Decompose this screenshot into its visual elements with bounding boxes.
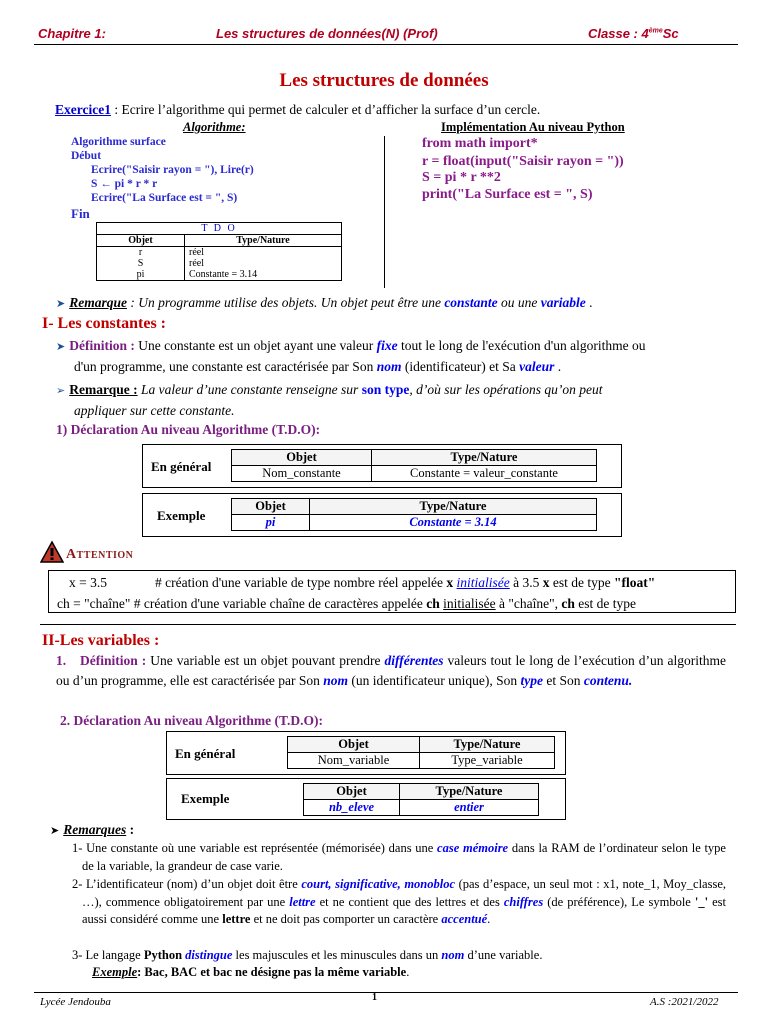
- example-label: Exemple: [181, 791, 230, 806]
- python-line: from math import*: [422, 136, 538, 151]
- python-line: S = pi * r **2: [422, 170, 501, 185]
- footer-school: Lycée Jendouba: [40, 996, 111, 1008]
- triangle-bullet-icon: ➢: [56, 385, 66, 397]
- header-divider: [34, 44, 738, 45]
- table-header: Type/Nature: [420, 737, 555, 753]
- table-cell: Nom_constante: [232, 466, 372, 482]
- tdo-cell: pi: [97, 269, 185, 281]
- footer-year: A.S :2021/2022: [650, 996, 719, 1008]
- table-cell: Type_variable: [420, 753, 555, 769]
- page-number: 1: [372, 992, 377, 1003]
- table-cell: Nom_variable: [288, 753, 420, 769]
- attention-line-float: x = 3.5 # création d'une variable de type nombre réel appelée x initialisée à 3.5 x est de type "float": [69, 575, 656, 590]
- tdo-header: Objet: [97, 235, 185, 247]
- variable-general-box: [166, 731, 566, 775]
- table-header: Type/Nature: [400, 784, 539, 800]
- constant-general-table: [231, 449, 597, 482]
- example-label: Exemple: [157, 508, 206, 523]
- remark-identifier: 2- L’identificateur (nom) d’un objet doit être court, significative, monobloc (pas d’espace, un seul mot : x1, note_1, Moy_classe, …), commence obligatoirement par une lettre et ne contient que des lettres et des chiffres (de préférence), Le symbole '_' est aussi considéré comme une lettre et ne doit pas comporter un caractère accentué.: [72, 877, 726, 926]
- footer-divider: [34, 992, 738, 993]
- table-cell: Constante = valeur_constante: [372, 466, 597, 482]
- triangle-bullet-icon: ➤: [56, 298, 66, 310]
- exercise-statement: Exercice1 : Ecrire l’algorithme qui permet de calculer et d’afficher la surface d’un cercle.: [55, 102, 541, 117]
- python-heading: Implémentation Au niveau Python: [441, 120, 625, 134]
- table-header: Objet: [232, 499, 310, 515]
- general-label: En général: [175, 746, 236, 761]
- variable-example-box: [166, 778, 566, 820]
- tdo-header: Type/Nature: [185, 235, 342, 247]
- column-divider: [384, 136, 385, 288]
- constant-declaration-title: 1) Déclaration Au niveau Algorithme (T.D.O):: [56, 422, 321, 437]
- remark-case-example: Exemple: Bac, BAC et bac ne désigne pas la même variable.: [92, 965, 410, 979]
- page-title: Les structures de données: [279, 70, 489, 91]
- header-subject: Les structures de données(N) (Prof): [216, 26, 438, 41]
- triangle-bullet-icon: ➤: [56, 341, 66, 353]
- python-line: print("La Surface est = ", S): [422, 187, 593, 202]
- tdo-cell: S: [97, 258, 185, 269]
- header-class: Classe : 4èmeSc: [588, 26, 679, 41]
- attention-line-string: ch = "chaîne" # création d'une variable chaîne de caractères appelée ch initialisée à "chaîne", ch est de type: [57, 596, 636, 611]
- variable-definition: 1. Définition : Une variable est un objet pouvant prendre différentes valeurs tout le long de l’exécution d’un algorithme ou d’un programme, elle est caractérisée par Son nom (un identificateur unique), Son type et Son contenu.: [56, 653, 727, 688]
- table-header: Objet: [288, 737, 420, 753]
- attention-box: [48, 570, 736, 613]
- tdo-cell: r: [97, 247, 185, 259]
- tdo-cell: réel: [185, 258, 342, 269]
- table-header: Type/Nature: [372, 450, 597, 466]
- variable-general-table: [287, 736, 555, 769]
- remark-objects: ➤ Remarque : Un programme utilise des objets. Un objet peut être une constante ou une variable .: [56, 295, 593, 310]
- section-divider: [40, 624, 736, 625]
- table-header: Objet: [304, 784, 400, 800]
- section-variables-title: II-Les variables :: [42, 632, 160, 649]
- table-header: Objet: [232, 450, 372, 466]
- constant-definition: ➤ Définition : Une constante est un objet ayant une valeur fixe tout le long de l'exécution d'un algorithme ou d'un programme, une constante est caractérisée par Son nom (identificateur) et Sa valeur .: [56, 338, 646, 374]
- table-header: Type/Nature: [310, 499, 597, 515]
- section-constants-title: I- Les constantes :: [42, 315, 166, 332]
- algo-line: Ecrire("Saisir rayon = "), Lire(r): [91, 164, 254, 176]
- variable-declaration-title: 2. Déclaration Au niveau Algorithme (T.D.O):: [60, 713, 323, 728]
- general-label: En général: [151, 459, 212, 474]
- table-cell: nb_eleve: [304, 800, 400, 816]
- constant-remark: ➢ Remarque : La valeur d’une constante renseigne sur son type, d’où sur les opérations qu’on peut appliquer sur cette constante.: [56, 382, 603, 418]
- remarks-heading: ➤ Remarques :: [50, 822, 135, 837]
- constant-general-box: [142, 444, 622, 488]
- algo-heading: Algorithme:: [183, 120, 246, 134]
- algo-line: Algorithme surface: [71, 136, 166, 148]
- attention-title: Attention: [66, 547, 134, 562]
- tdo-cell: Constante = 3.14: [185, 269, 342, 281]
- remark-case-sensitivity: 3- Le langage Python distingue les majuscules et les minuscules dans un nom d’une variable.: [72, 948, 543, 962]
- table-cell: Constante = 3.14: [310, 515, 597, 531]
- algo-line: Ecrire("La Surface est = ", S): [91, 192, 238, 204]
- python-line: r = float(input("Saisir rayon = ")): [422, 154, 624, 169]
- constant-example-table: [231, 498, 597, 531]
- constant-example-box: [142, 493, 622, 537]
- header-chapter: Chapitre 1:: [38, 26, 106, 41]
- algo-line: Début: [71, 150, 102, 162]
- tdo-title: T D O: [97, 223, 342, 235]
- variable-example-table: [303, 783, 539, 816]
- algo-line: S ← pi * r * r: [91, 178, 158, 190]
- table-cell: pi: [232, 515, 310, 531]
- remark-memory: 1- Une constante où une variable est représentée (mémorisée) dans une case mémoire dans la RAM de l’ordinateur selon le type de la variable, la grandeur de case varie.: [72, 841, 726, 873]
- tdo-table: [96, 222, 342, 281]
- arrow-bullet-icon: ➤: [50, 825, 60, 837]
- warning-icon: [40, 540, 64, 564]
- algo-line: Fin: [71, 206, 90, 221]
- table-cell: entier: [400, 800, 539, 816]
- tdo-cell: réel: [185, 247, 342, 259]
